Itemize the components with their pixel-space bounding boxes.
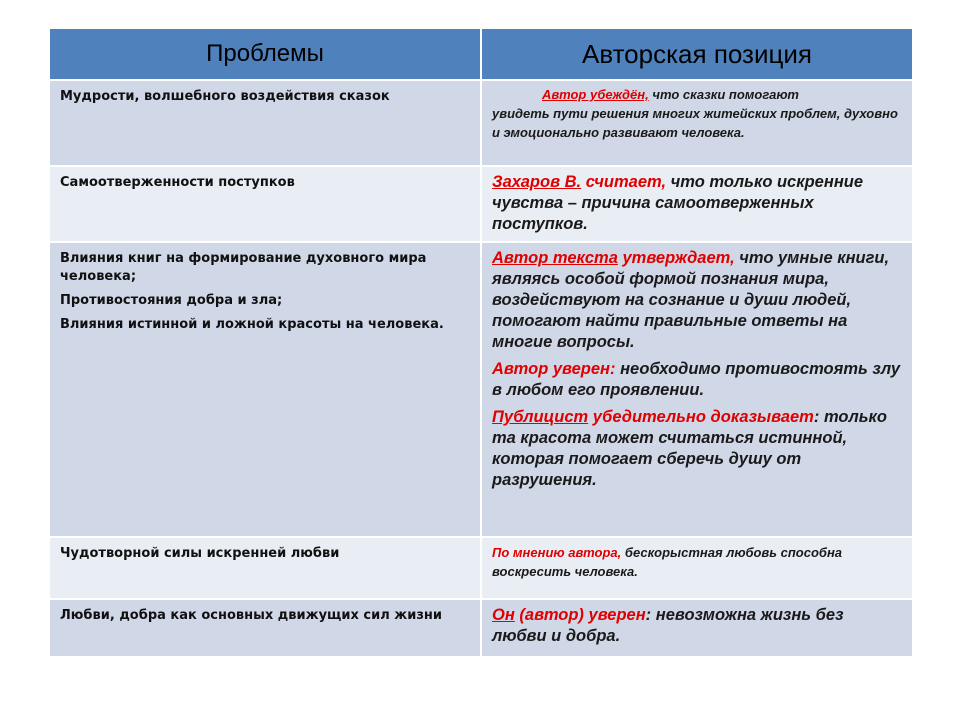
problem-cell [49, 537, 481, 599]
author-position-text: необходимо противостоять злу в любом его проявлении. [492, 360, 901, 399]
positions-table [48, 27, 914, 658]
problem-cell [49, 166, 481, 242]
table-row [49, 537, 913, 599]
author-paren: (автор) [519, 606, 584, 624]
problem-text: Влияния книг на формирование духовного мира человека; [60, 251, 427, 284]
author-lead: По мнению автора, [492, 545, 622, 560]
author-verb: утверждает, [622, 249, 735, 267]
author-name: Автор текста [492, 249, 618, 267]
author-position-text: бескорыстная любовь способна воскресить человека. [492, 545, 843, 579]
problem-cell [49, 242, 481, 537]
problem-text: Любви, добра как основных движущих сил жизни [60, 608, 442, 623]
author-position-text: что умные книги, являясь особой формой познания мира, воздействуют на сознание и души людей, помогают найти правильные ответы на многие вопросы. [492, 249, 890, 351]
author-position-text: только та красота может считаться истинной, которая помогает сберечь душу от разрушения. [492, 408, 887, 489]
author-name: Он [492, 606, 515, 624]
author-position-cell: Он (автор) уверен: невозможна жизнь без любви и добра. [481, 599, 913, 657]
author-lead: Автор убеждён, [542, 87, 649, 102]
author-position-text: что только искренние чувства – причина самоотверженных поступков. [492, 173, 864, 233]
author-position-text: невозможна жизнь без любви и добра. [492, 606, 844, 645]
author-position-continuation: увидеть пути решения многих житейских проблем, духовно и эмоционально развивают человека. [492, 106, 898, 140]
author-name: Захаров В. [492, 173, 582, 191]
problem-text: Противостояния добра и зла; [60, 293, 283, 308]
problem-text: Мудрости, волшебного воздействия сказок [60, 89, 390, 104]
problem-text: Самоотверженности поступков [60, 175, 295, 190]
author-position-text: Автор убеждён, что сказки помогают [542, 87, 799, 102]
problem-cell [49, 80, 481, 166]
header-author-position: Авторская позиция [481, 28, 913, 80]
author-position-cell [481, 537, 913, 599]
problem-cell [49, 599, 481, 657]
table-row [49, 80, 913, 166]
problem-text: Влияния истинной и ложной красоты на человека. [60, 317, 444, 332]
author-verb: считает, [585, 173, 667, 191]
author-position-cell [481, 242, 913, 537]
author-position-cell [481, 80, 913, 166]
author-verb: уверен [588, 606, 646, 624]
table-row [49, 599, 913, 657]
table-row [49, 242, 913, 537]
problem-text: Чудотворной силы искренней любви [60, 546, 340, 561]
author-position-paragraph [492, 359, 902, 401]
author-name: Публицист [492, 408, 589, 426]
header-problems: Проблемы [49, 28, 481, 80]
author-name: Автор уверен: [492, 360, 616, 378]
table-row [49, 166, 913, 242]
author-verb: убедительно доказывает [592, 408, 814, 426]
table-header-row [49, 28, 913, 80]
author-position-paragraph: Публицист убедительно доказывает: только та красота может считаться истинной, которая помогает сберечь душу от разрушения. [492, 408, 887, 489]
author-position-paragraph [492, 248, 902, 353]
author-position-cell [481, 166, 913, 242]
